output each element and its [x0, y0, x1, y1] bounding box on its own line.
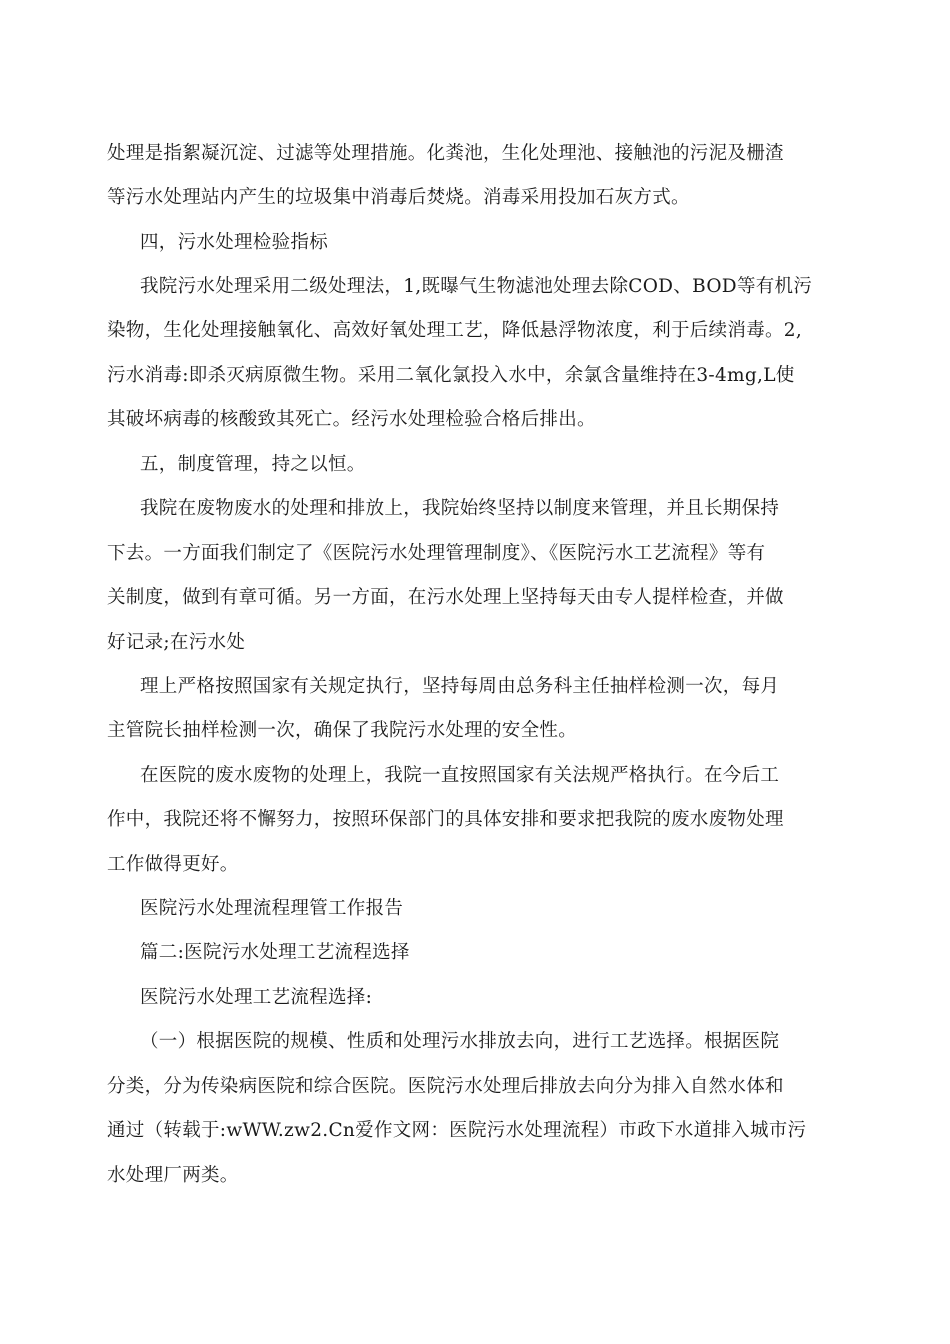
text-line: （一）根据医院的规模、性质和处理污水排放去向，进行工艺选择。根据医院: [140, 1031, 780, 1052]
text-line: 我院污水处理采用二级处理法，1,既曝气生物滤池处理去除COD、BOD等有机污: [140, 276, 813, 297]
text-line: 在医院的废水废物的处理上，我院一直按照国家有关法规严格执行。在今后工: [140, 765, 780, 786]
subheading: 医院污水处理工艺流程选择:: [140, 987, 373, 1008]
text-line: 水处理厂两类。: [107, 1165, 239, 1186]
text-line: 分类，分为传染病医院和综合医院。医院污水处理后排放去向分为排入自然水体和: [107, 1076, 784, 1097]
text-line: 下去。一方面我们制定了《医院污水处理管理制度》、《医院污水工艺流程》等有: [107, 543, 766, 564]
report-title: 医院污水处理流程理管工作报告: [140, 898, 404, 919]
text-line: 理上严格按照国家有关规定执行，坚持每周由总务科主任抽样检测一次，每月: [140, 676, 780, 697]
section-heading: 四，污水处理检验指标: [140, 232, 329, 253]
text-line: 其破坏病毒的核酸致其死亡。经污水处理检验合格后排出。: [107, 409, 596, 430]
text-line: 等污水处理站内产生的垃圾集中消毒后焚烧。消毒采用投加石灰方式。: [107, 187, 690, 208]
text-line: 我院在废物废水的处理和排放上，我院始终坚持以制度来管理，并且长期保持: [140, 498, 780, 519]
text-line: 工作做得更好。: [107, 854, 239, 875]
chapter-heading: 篇二:医院污水处理工艺流程选择: [140, 942, 410, 963]
text-line: 污水消毒:即杀灭病原微生物。采用二氧化氯投入水中，余氯含量维持在3-4mg,L使: [107, 365, 795, 386]
text-line: 作中，我院还将不懈努力，按照环保部门的具体安排和要求把我院的废水废物处理: [107, 809, 784, 830]
text-line: 染物，生化处理接触氧化、高效好氧处理工艺，降低悬浮物浓度，利于后续消毒。2,: [107, 320, 803, 341]
text-line: 主管院长抽样检测一次，确保了我院污水处理的安全性。: [107, 720, 578, 741]
text-line: 通过（转载于:wWW.zw2.Cn爱作文网：医院污水处理流程）市政下水道排入城市污: [107, 1120, 807, 1141]
text-line: 关制度，做到有章可循。另一方面，在污水处理上坚持每天由专人提样检查，并做: [107, 587, 784, 608]
section-heading: 五，制度管理，持之以恒。: [140, 454, 366, 475]
text-line: 处理是指絮凝沉淀、过滤等处理措施。化粪池，生化处理池、接触池的污泥及栅渣: [107, 143, 784, 164]
text-line: 好记录;在污水处: [107, 632, 246, 653]
